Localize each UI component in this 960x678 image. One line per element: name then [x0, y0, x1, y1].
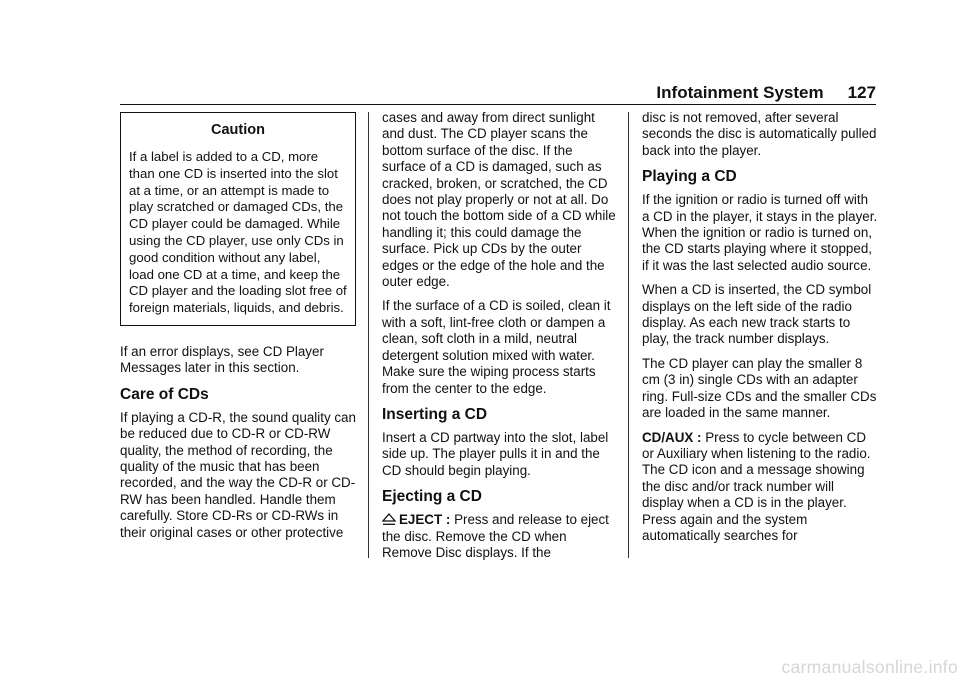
eject-paragraph [382, 512, 618, 561]
cd-aux-text: Press to cycle between CD or Auxiliary when listening to the radio. The CD icon and a message showing the disc and/or track number will display when a CD is in the player. Press again and the system automatically searches for [642, 429, 871, 543]
column-1 [120, 112, 356, 549]
page-number: 127 [847, 83, 876, 102]
column-divider-2 [628, 112, 629, 558]
eject-text: Press and release to eject the disc. Remove the CD when Remove Disc displays. If the [382, 512, 609, 560]
column-3 [642, 110, 878, 552]
column-2 [382, 110, 618, 569]
inserting-cd-heading: Inserting a CD [382, 405, 488, 423]
playing-paragraph-1: If the ignition or radio is turned off with a CD in the player, it stays in the player. When the ignition or radio is turned on, the CD starts playing where it stopped, if it was the last selected audio source. [642, 192, 878, 273]
inserting-cd-paragraph: Insert a CD partway into the slot, label side up. The player pulls it in and the CD should begin playing. [382, 429, 609, 478]
error-paragraph: If an error displays, see CD Player Messages later in this section. [120, 343, 324, 376]
caution-box [120, 112, 356, 326]
care-continued-paragraph: cases and away from direct sunlight and dust. The CD player scans the bottom surface of the disc. If the surface of a CD is damaged, such as cracked, broken, or scratched, the CD does not play properly or not at all. Do not touch the bottom side of a CD while handling it; this could damage the surface. Pick up CDs by the outer edges or the edge of the hole and the outer edge. [382, 110, 616, 290]
cd-aux-paragraph [642, 430, 878, 545]
section-title: Infotainment System [656, 83, 824, 102]
playing-paragraph-2: When a CD is inserted, the CD symbol displays on the left side of the radio display. As each new track starts to play, the track number displays. [642, 282, 872, 347]
care-of-cds-heading: Care of CDs [120, 385, 209, 403]
header-rule [120, 104, 876, 105]
eject-icon [382, 513, 396, 526]
caution-title: Caution [211, 122, 265, 138]
soiled-cd-paragraph: If the surface of a CD is soiled, clean it with a soft, lint-free cloth or dampen a clean, soft cloth in a mild, neutral detergent solution mixed with water. Make sure the wiping process starts from the center to the edge. [382, 298, 611, 396]
care-of-cds-paragraph: If playing a CD-R, the sound quality can be reduced due to CD-R or CD-RW quality, the method of recording, the quality of the music that has been recorded, and the way the CD-R or CD-RW has been handled. Handle them carefully. Store CD-Rs or CD-RWs in their original cases or other protective [120, 409, 356, 540]
eject-label: EJECT : [399, 512, 451, 528]
playing-paragraph-3: The CD player can play the smaller 8 cm (3 in) single CDs with an adapter ring. Full-size CDs and the smaller CDs are loaded in the same manner. [642, 355, 877, 421]
playing-cd-heading: Playing a CD [642, 168, 737, 186]
cd-aux-label: CD/AUX : [642, 429, 702, 445]
caution-text: If a label is added to a CD, more than one CD is inserted into the slot at a time, or an attempt is made to play scratched or damaged CDs, the CD player could be damaged. While using the CD player, use only CDs in good condition without any label, load one CD at a time, and keep the CD player and the loading slot free of foreign materials, liquids, and debris. [129, 149, 347, 316]
eject-continued-paragraph: disc is not removed, after several seconds the disc is automatically pulled back into the player. [642, 110, 877, 158]
column-divider-1 [368, 112, 369, 558]
ejecting-cd-heading: Ejecting a CD [382, 488, 482, 506]
page-header [120, 82, 876, 104]
watermark: carmanualsonline.info [781, 657, 958, 677]
